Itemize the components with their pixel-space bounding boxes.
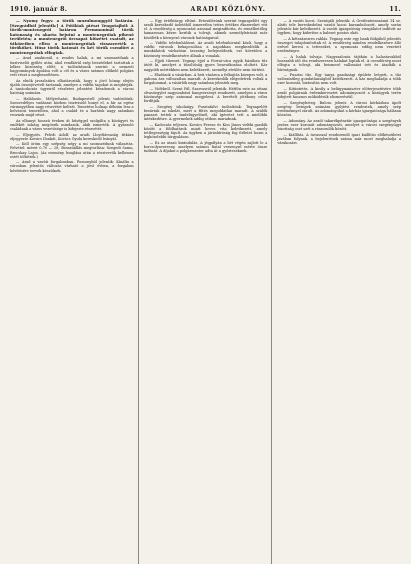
page-number: 11.	[389, 6, 401, 13]
text-column-1	[10, 19, 139, 564]
news-paragraph: — Ez az utazó kirándulás. A jégpályán a hét végén zajlott le a korcsolyaverseny, amelyen számos fiatal versenyző mérte össze tudását. A díjakat a polgármester adta át a győzteseknek.	[143, 140, 268, 154]
text-column-3	[277, 19, 401, 564]
news-paragraph: — Eljegyzés. Feledi Adolf, az aradi Lloydtársaság titkára eljegyezte Kovács Ilonkát, Kovács Gyula kereskedő leányát.	[10, 132, 134, 141]
news-paragraph: — Kell öröm egy szépség négy a mi szomszédunk választás. Felvétel: méret 0,70 — 28; Bosszúállás megtorlása: Szegedi Samu, Brocskay Lajos. (Az esemény lezajlása után a résztvevők kellemes estét töltöttek.)	[10, 142, 134, 159]
news-paragraph: — Szegény iskolaügy. Pusztafalvi tudósítónk: Tegnapelőtt bezártak az iskolát, mert a fűtés megoldatlan maradt. A szülők panaszt tettek a tanfelügyelőnél, aki ígéretet tett a mielőbbi intézkedésre. A gyermekek addig otthon maradnak.	[143, 104, 268, 122]
news-paragraph: — Egy értéktárgy eltűnt. Értesülésünk szerint tegnapelőtt egy aradi kereskedő üzletéből ismeretlen tettes értékes ékszereket vitt el. A rendőrség a nyomozást azonnal megindította, és remélhetőleg hamarosan kézre kerítik a tolvajt, akinek személyleírását már közölték a környező városok hatóságaival.	[143, 19, 268, 40]
news-paragraph: — Kitüntetés. A király a belügyminiszter előterjesztésére több aradi polgárnak érdemkeresztet adományozott a közügyek terén kifejtett hasznos működésük elismeréséül.	[277, 86, 402, 100]
newspaper-title: ARADI KÖZLÖNY.	[190, 6, 266, 13]
news-paragraph: — Kadocsás teljesen. Kovács Ferenc és Kiss János vidéki gazdák között a földhatárok miatt heves vita keletkezett, amely tettlegességig fajult. Az ügyben a járásbíróság fog ítéletet hozni a legközelebbi tárgyaláson.	[143, 122, 268, 140]
article-columns	[10, 19, 401, 564]
news-paragraph: — Pusztai tűz. Egy tanya gazdasági épülete leégett, a tűz valószínűleg gondatlanságból keletkezett. A kár meghaladja a több ezer koronát, biztosítás nem volt.	[277, 73, 402, 86]
news-paragraph: — Éjjeli tűzeset. Tegnap éjjel a Forrai-utca egyik házában tűz ütött ki, amelyet a tűzoltóság gyors beavatkozása eloltott. Kár nagyobb mértékben nem keletkezett, személyi sérülés nem történt.	[143, 59, 268, 72]
news-paragraph: — Szegénybeteg. Bulcsu jelenti: A városi kórházban ápolt szegény betegek számára gyűjtést rendeztek, amely szép eredménnyel zárult. Az adományokat a kórház igazgatósága hálásan köszöni.	[277, 100, 402, 118]
news-paragraph: — Arad anakionál, a rendes halak, a mi szomszédunk a tisztviselői gyűlés után, ahol rendkívül szép beszédeket tartottak a lelkes közönség előtt; a tudósításunk szerint a nemzeti hagyományok ápolása volt a cél és a város számos előkelő polgára vett részt a megbeszélésen.	[10, 56, 134, 78]
news-paragraph: — A halak tolvaja. Nagyszalonta tájékán a halastavakból hosszabb idő óta rendszeresen halakat loptak el. A csendőrség most elfogta a tolvajt, aki beismerő vallomást tett és átadták a bíróságnak.	[277, 55, 402, 72]
news-paragraph: Az elnök javaslatára elhatározták, hogy a jövő hónap elején újabb összejövetelt tartanak, amelyre a vidéki tagokat is meghívják. A tanácskozás ügyeiről részletes jelentést készítenek a városi hatóság számára.	[10, 78, 134, 96]
news-paragraph: — A kétszázezres rablás. Tegnap este egy bank fiókjából jelentős összeget tulajdonítottak el. A rendőrség minden rendelkezésre álló erővel keresi a tetteseket, a nyomozás eddig nem vezetett eredményre.	[277, 37, 402, 54]
news-paragraph: — Eladások a vásárban. A heti vásáron a felhajtás közepes volt, a gabona ára változatlan maradt. A kereskedők elégedettek voltak a forgalommal, a vásárlók nagy számban jelentek meg.	[143, 73, 268, 86]
news-paragraph: Az elhunyt hosszú éveken át hűséggel szolgálta a közügyet és emlékét sokáig megőrzik mindazok, akik ismerték. A gyászoló családnak a város vezetősége is kifejezte részvétét.	[10, 118, 134, 132]
news-paragraph: — Adomány. Az aradi takarékpénztár igazgatósága a szegények javára ezer koronát adományozott, amelyet a városi szegényügyi bizottság oszt szét a rászorulók között.	[277, 118, 402, 132]
news-paragraph: — Halálozás. Mélyrehatat, Budapestről jelenti tudósítónk: Szenvedélyes vadászat közben tisztviselő hunyt el, a hír az egész vármegyében nagy részvétet keltett. Temetése holnap délután lesz a belvárosi temetőben, ahol a család és a barátok nagy számban vesznek majd részt.	[10, 96, 134, 118]
news-paragraph: — Vidéki telefonhálózat. Az aradi telefonhivatal közli, hogy a vidéki városok bekapcsolása a napokban megkezdődik. A munkálatok várhatóan tavaszig befejeződnek, ezt követően a közönség rendelkezésére állnak a vonalak.	[143, 41, 268, 58]
news-paragraph: — A vasúti kocsi. Szentgáli jelentik: A Greifenteinszámú 14 sz. alatti tele kereskedelmi vasúti kocsi karambolozott, amely során jelentős kár keletkezett. A vasúti igazgatóság vizsgálatot indított az ügyben, hogy kiderítse a baleset pontos okát.	[277, 19, 402, 36]
news-paragraph: — Kiállítás. A tavasszal rendezendő ipari kiállítás előkészületei javában folynak, a bejelentések száma már most meghaladja a várakozást.	[277, 132, 402, 145]
news-paragraph: — Vidékről. Szent Pál. Szarvasról jelentik: Hétfőn este az ottani olvasóegylet nagyszabású hangversenyt rendezett, amelyen a város közönsége szép számmal megjelent. A bevételt jótékony célra fordítják.	[143, 86, 268, 104]
masthead	[10, 6, 401, 16]
text-column-2	[144, 19, 273, 564]
issue-date: 1910. január 8.	[10, 6, 68, 13]
news-paragraph: — Nyomy fegyv. a török muzulmonggyöl határán. [Szegrádból jelentik:] A Pótikiak ptészí Tengotajból: A török-montenegrói határon Premmonínál török katonaság és akarta bejutni a montenegróiak pihenő területén; a montenegrói őrcsapat kiüzétet csatsdt, az ütközetben ellen a montenegróiak visszaverték a tőrököket. Húsz török katonát és két török csendőrt a montenegróiak elfogtak.	[10, 19, 134, 55]
news-paragraph: — Arad a vasúti forgalomban. Pozsonyból jelentik: Kínálta a városban jelentős változás várható a jövő évben, a forgalom bővítésére tervek készülnek.	[10, 160, 134, 173]
